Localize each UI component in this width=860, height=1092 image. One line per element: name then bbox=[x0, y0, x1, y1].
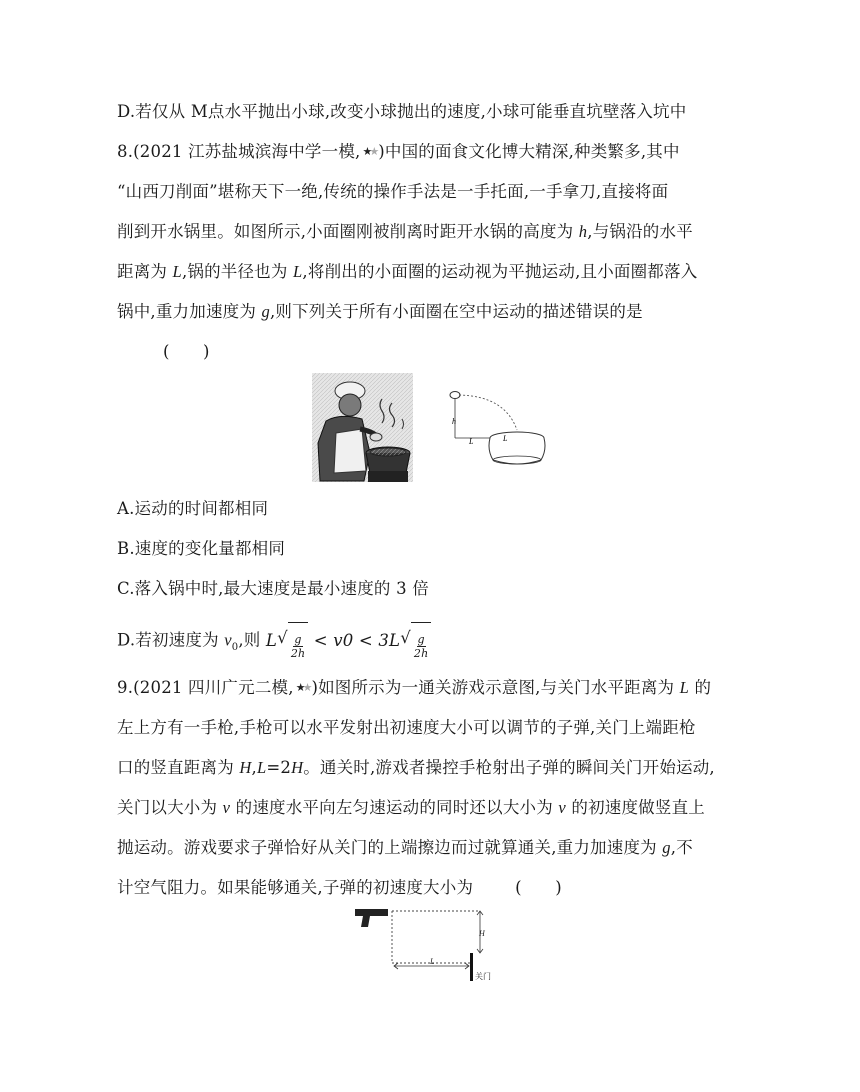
label-h: h bbox=[452, 417, 456, 426]
label-L2: L bbox=[503, 434, 508, 443]
label-door: 关门 bbox=[475, 972, 491, 981]
gun-gate-diagram bbox=[352, 903, 512, 983]
difficulty-stars-icon: ★★ bbox=[295, 681, 310, 694]
q8-option-b: B.速度的变化量都相同 bbox=[117, 539, 286, 558]
label-L1: L bbox=[469, 437, 474, 446]
projectile-pot-diagram bbox=[445, 388, 555, 473]
inequality-formula: L√ $\frac{g}{2h}$ < v0 < 3L√ $\frac{g}{2h}$ bbox=[266, 631, 431, 650]
q9-stem-line-6: 计空气阻力。如果能够通关,子弹的初速度大小为 ( ) bbox=[117, 878, 562, 897]
label-H: H bbox=[479, 929, 485, 938]
q9-stem-line-3: 口的竖直距离为 H,L=2H。通关时,游戏者操控手枪射出子弹的瞬间关门开始运动, bbox=[117, 758, 715, 777]
q8-answer-paren: ( ) bbox=[163, 342, 210, 361]
chef-illustration bbox=[312, 373, 413, 482]
difficulty-stars-icon: ★★ bbox=[362, 145, 377, 158]
q8-stem-line-4: 距离为 L,锅的半径也为 L,将削出的小面圈的运动视为平抛运动,且小面圈都落入 bbox=[117, 262, 698, 281]
q9-stem-line-1: 9.(2021 四川广元二模, ★★ )如图所示为一通关游戏示意图,与关门水平距离为 L 的 bbox=[117, 676, 711, 700]
q9-stem-line-5: 抛运动。游戏要求子弹恰好从关门的上端擦边而过就算通关,重力加速度为 g,不 bbox=[117, 838, 693, 857]
q7-option-d: D.若仅从 M点水平抛出小球,改变小球抛出的速度,小球可能垂直坑壁落入坑中 bbox=[117, 102, 687, 121]
q8-stem-line-1: 8.(2021 江苏盐城滨海中学一模, ★★ )中国的面食文化博大精深,种类繁多,其中 bbox=[117, 140, 680, 164]
q8-option-a: A.运动的时间都相同 bbox=[117, 499, 269, 518]
label-L: L bbox=[430, 957, 435, 966]
q8-stem-line-5: 锅中,重力加速度为 g,则下列关于所有小面圈在空中运动的描述错误的是 bbox=[117, 302, 643, 321]
q8-stem-line-2: “山西刀削面”堪称天下一绝,传统的操作手法是一手托面,一手拿刀,直接将面 bbox=[117, 182, 669, 201]
pistol-icon bbox=[355, 909, 388, 927]
q8-option-d: D.若初速度为 $v_0$,则 L√ $\frac{g}{2h}$ < v0 < 3L√ $\frac{g}{2h}$ bbox=[117, 622, 431, 663]
q9-stem-line-2: 左上方有一手枪,手枪可以水平发射出初速度大小可以调节的子弹,关门上端距枪 bbox=[117, 718, 696, 737]
q9-stem-line-4: 关门以大小为 v 的速度水平向左匀速运动的同时还以大小为 v 的初速度做竖直上 bbox=[117, 798, 705, 817]
q8-option-c: C.落入锅中时,最大速度是最小速度的 3 倍 bbox=[117, 579, 429, 598]
q8-stem-line-3: 削到开水锅里。如图所示,小面圈刚被削离时距开水锅的高度为 h,与锅沿的水平 bbox=[117, 222, 693, 241]
